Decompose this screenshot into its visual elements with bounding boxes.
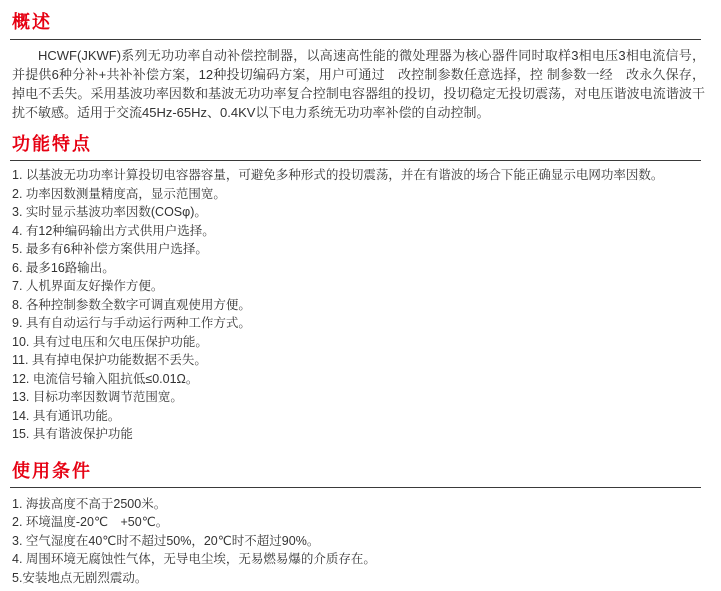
list-item: 2. 功率因数测量精度高，显示范围宽。 <box>12 186 226 201</box>
list-item: 13. 目标功率因数调节范围宽。 <box>12 390 183 404</box>
list-item: 2. 环境温度-20℃ +50℃。 <box>12 515 169 529</box>
section-conditions <box>12 462 705 588</box>
document-page <box>0 13 721 591</box>
list-item: 11. 具有掉电保护功能数据不丢失。 <box>12 353 207 367</box>
list-item: 5.安装地点无剧烈震动。 <box>12 570 148 585</box>
list-item: 6. 最多16路输出。 <box>12 260 115 275</box>
list-item: 12. 电流信号输入阻抗低≤0.01Ω。 <box>12 371 199 386</box>
list-item: 8. 各种控制参数全数字可调直观使用方便。 <box>12 297 251 312</box>
features-divider <box>10 160 701 161</box>
list-item: 15. 具有谐波保护功能 <box>12 427 133 441</box>
list-item: 10. 具有过电压和欠电压保护功能。 <box>12 334 208 349</box>
list-item: 3. 空气湿度在40℃时不超过50%，20℃时不超过90%。 <box>12 533 320 548</box>
section-features <box>12 135 705 444</box>
list-item: 7. 人机界面友好操作方便。 <box>12 279 164 293</box>
list-item: 14. 具有通讯功能。 <box>12 408 121 423</box>
features-heading: 功能特点 <box>12 134 92 154</box>
list-item: 4. 有12种编码输出方式供用户选择。 <box>12 223 215 238</box>
features-list <box>12 166 705 444</box>
list-item: 3. 实时显示基波功率因数(COSφ)。 <box>12 205 207 219</box>
conditions-divider <box>10 487 701 488</box>
list-item: 1. 海拔高度不高于2500米。 <box>12 496 167 511</box>
section-overview <box>12 13 705 122</box>
list-item: 1. 以基波无功功率计算投切电容器容量，可避免多种形式的投切震荡，并在有谐波的场合下能正确显示电网功率因数。 <box>12 168 664 182</box>
overview-divider <box>10 39 701 40</box>
overview-heading: 概述 <box>12 12 52 32</box>
overview-paragraph: HCWF(JKWF)系列无功功率自动补偿控制器，以高速高性能的微处理器为核心器件同时取样3相电压3相电流信号，并提供6种分补+共补补偿方案，12种投切编码方案，用户可通过 改控制参数任意选择，控 制参数一经 改永久保存，掉电不丢失。采用基波功率因数和基波无功功率复合控制电容器组的投切，投切稳定无投切震荡，对电压谐波电流谐波干扰不敏感。适用于交流45Hz-65Hz、0.4KV以下电力系统无功功率补偿的自动控制。 <box>12 48 705 120</box>
list-item: 5. 最多有6种补偿方案供用户选择。 <box>12 242 208 256</box>
list-item: 4. 周围环境无腐蚀性气体，无导电尘埃，无易燃易爆的介质存在。 <box>12 552 376 566</box>
list-item: 9. 具有自动运行与手动运行两种工作方式。 <box>12 316 251 330</box>
conditions-heading: 使用条件 <box>12 460 92 481</box>
conditions-list <box>12 495 705 588</box>
